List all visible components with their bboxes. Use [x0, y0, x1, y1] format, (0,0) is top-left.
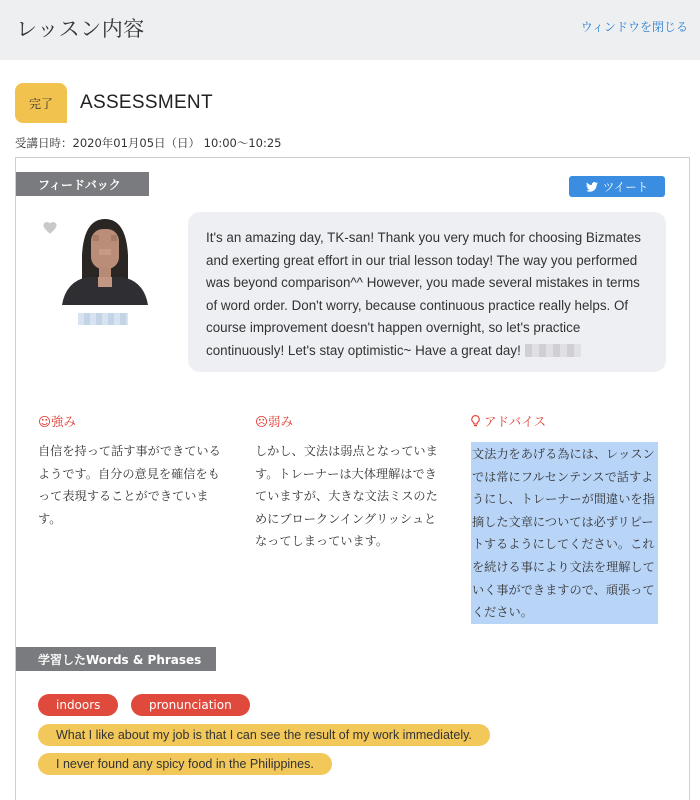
- phrase-chip[interactable]: I never found any spicy food in the Philippines.: [38, 753, 332, 775]
- lesson-date: 受講日時：2020年01月05日（日） 10:00〜10:25: [15, 136, 282, 150]
- trainer-name-redacted: [78, 313, 128, 325]
- word-chip-pronunciation[interactable]: pronunciation: [131, 694, 250, 716]
- tweet-label: ツイート: [602, 179, 649, 194]
- top-bar: [0, 0, 700, 60]
- strength-title: ☺強み: [38, 414, 77, 429]
- advice-heading: [471, 412, 546, 430]
- weakness-title: ☹弱み: [255, 414, 294, 429]
- heart-icon[interactable]: [43, 222, 57, 234]
- lesson-title: ASSESSMENT: [80, 92, 213, 113]
- feedback-message: [188, 212, 666, 372]
- advice-text: 文法力をあげる為には、レッスンでは常にフルセンテンスで話すようにし、トレーナーが間違いを指摘した文章については必ずリピートするようにしてください。これを続ける事により文法を理解していく事ができますので、頑張ってください。: [471, 442, 658, 624]
- feedback-message-text: It's an amazing day, TK-san! Thank you very much for choosing Bizmates and exerting great effort in our trial lesson today! The way you performed was beyond comparison^^ However, you made several mistakes in terms of word order. Don't worry, because continuous practice really helps. Of course improvement doesn't happen overnight, so let's practice continuously! Let's stay optimistic~ Have a great day!: [206, 230, 641, 358]
- close-window-link[interactable]: ウィンドウを閉じる: [580, 20, 688, 34]
- tweet-button[interactable]: [569, 176, 665, 197]
- twitter-bird-icon: [586, 182, 598, 192]
- page-title: レッスン内容: [16, 17, 145, 41]
- redacted-signature: [525, 344, 581, 357]
- trainer-avatar: [62, 215, 148, 305]
- strength-text: 自信を持って話す事ができているようです。自分の意見を確信をもって表現することができています。: [38, 444, 221, 526]
- advice-title: アドバイス: [483, 414, 547, 429]
- feedback-section-header: フィードバック: [16, 172, 149, 196]
- word-chip-indoors[interactable]: indoors: [38, 694, 118, 716]
- status-badge: 完了: [15, 83, 67, 123]
- lightbulb-icon: [471, 415, 480, 427]
- phrase-chip[interactable]: What I like about my job is that I can see the result of my work immediately.: [38, 724, 490, 746]
- words-section-header: 学習したWords & Phrases: [16, 647, 216, 671]
- weakness-text: しかし、文法は弱点となっています。トレーナーは大体理解はできていますが、大きな文法ミスのためにブロークンイングリッシュとなってしまっています。: [255, 444, 438, 549]
